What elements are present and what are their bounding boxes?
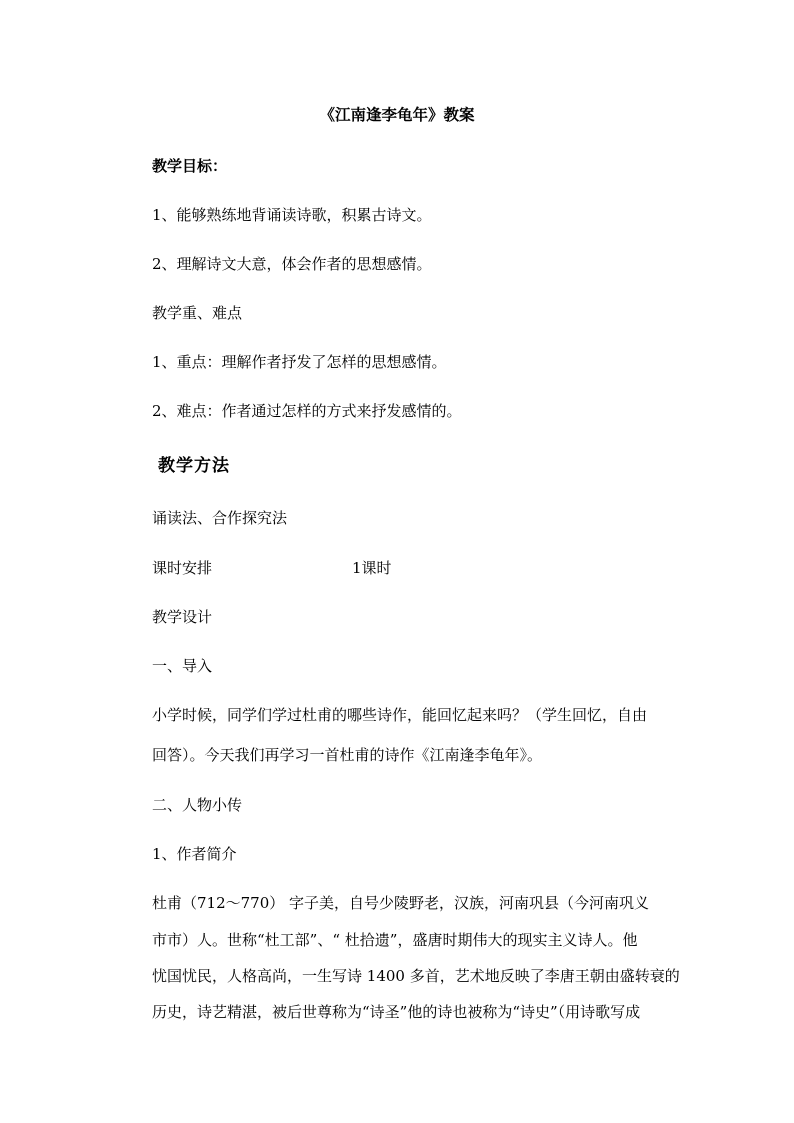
objectives-heading: 教学目标： [152, 157, 228, 175]
section-2-heading: 二、人物小传 [152, 796, 243, 814]
document-title: 《江南逢李龟年》教案 [319, 105, 475, 124]
bio-line-2: 市市）人。世称“杜工部”、“ 杜拾遗”，盛唐时期伟大的现实主义诗人。他 [152, 931, 638, 949]
methods-heading: 教学方法 [158, 456, 230, 476]
key-point-2: 2、难点：作者通过怎样的方式来抒发感情的。 [152, 402, 462, 420]
intro-line-2: 回答）。今天我们再学习一首杜甫的诗作《江南逢李龟年》。 [152, 746, 543, 764]
subsection-1-heading: 1、作者简介 [152, 845, 237, 863]
bio-line-1: 杜甫（712～770） 字子美，自号少陵野老，汉族，河南巩县（今河南巩义 [152, 894, 650, 912]
objective-1: 1、能够熟练地背诵读诗歌，积累古诗文。 [152, 206, 432, 224]
schedule-label: 课时安排 [152, 559, 213, 577]
methods-text: 诵读法、合作探究法 [152, 509, 288, 527]
key-points-heading: 教学重、难点 [152, 304, 243, 322]
design-heading: 教学设计 [152, 608, 213, 626]
section-1-heading: 一、导入 [152, 657, 213, 675]
bio-line-4: 历史，诗艺精湛，被后世尊称为“诗圣”他的诗也被称为“诗史”（用诗歌写成 [152, 1003, 641, 1021]
intro-line-1: 小学时候，同学们学过杜甫的哪些诗作，能回忆起来吗？（学生回忆，自由 [152, 706, 648, 724]
schedule-value: 1课时 [352, 559, 392, 577]
bio-line-3: 忧国忧民，人格高尚，一生写诗 1400 多首，艺术地反映了李唐王朝由盛转衰的 [152, 967, 680, 985]
key-point-1: 1、重点：理解作者抒发了怎样的思想感情。 [152, 353, 447, 371]
objective-2: 2、理解诗文大意，体会作者的思想感情。 [152, 255, 432, 273]
